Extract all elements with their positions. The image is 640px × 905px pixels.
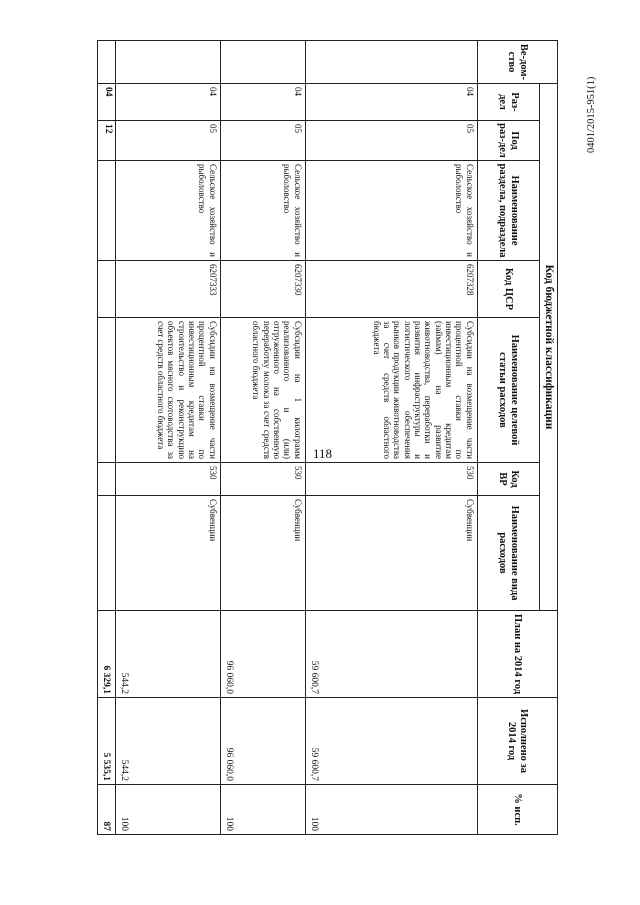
- cell-vedomstvo: [220, 41, 305, 84]
- page-number: 118: [313, 446, 333, 461]
- cell-csr-name: Субсидии на 1 килограмм реализованного и (или) отгруженного на собственную переработку молока за счет средств областного бюджета: [220, 318, 305, 463]
- header-classification: Код бюджетной классификации: [539, 84, 557, 611]
- cell-csr: 6207328: [305, 261, 477, 318]
- cell-csr-name: Субсидии на возмещение части процентной ставки по инвестиционным кредитам на строительство и реконструкцию объектов мясного скотоводства за счет средств областного бюджета: [115, 318, 220, 463]
- cell-vedomstvo: [115, 41, 220, 84]
- cell-podrazdel: 05: [220, 121, 305, 161]
- document-code: 0401/2015-951(1): [586, 76, 597, 154]
- cell-plan: 96 060,0: [220, 611, 305, 698]
- cell-plan: 544,2: [115, 611, 220, 698]
- header-csr-name: Наименование целевой статьи расходов: [477, 318, 539, 463]
- total-razdel-name: [97, 161, 115, 261]
- table-row: [115, 41, 220, 835]
- cell-razdel: 04: [220, 84, 305, 121]
- header-pct: % исп.: [477, 785, 557, 835]
- header-razdel: Раз-дел: [477, 84, 539, 121]
- cell-vr-name: Субвенции: [220, 496, 305, 611]
- table-row: [305, 41, 477, 835]
- cell-razdel-name: Сельское хозяйство и рыболовство: [220, 161, 305, 261]
- cell-vr-name: Субвенции: [115, 496, 220, 611]
- cell-done: 96 060,0: [220, 698, 305, 785]
- header-csr: Код ЦСР: [477, 261, 539, 318]
- header-vedomstvo: Ве-дом-ство: [477, 41, 557, 84]
- cell-pct: 100: [115, 785, 220, 835]
- total-done: 5 535,1: [97, 698, 115, 785]
- cell-csr: 6207333: [115, 261, 220, 318]
- cell-razdel-name: Сельское хозяйство и рыболовство: [305, 161, 477, 261]
- cell-done: 59 600,7: [305, 698, 477, 785]
- cell-vedomstvo: [305, 41, 477, 84]
- cell-podrazdel: 05: [115, 121, 220, 161]
- cell-pct: 100: [220, 785, 305, 835]
- header-razdel-name: Наименование раздела, подраздела: [477, 161, 539, 261]
- table-row: [220, 41, 305, 835]
- budget-table: [97, 40, 558, 835]
- cell-vr: 530: [220, 463, 305, 496]
- cell-razdel-name: Сельское хозяйство и рыболовство: [115, 161, 220, 261]
- total-razdel: 04: [97, 84, 115, 121]
- header-podrazdel: Под раз-дел: [477, 121, 539, 161]
- budget-table-rotated: [100, 40, 558, 834]
- cell-vr: 530: [305, 463, 477, 496]
- cell-razdel: 04: [115, 84, 220, 121]
- total-vr: [97, 463, 115, 496]
- cell-podrazdel: 05: [305, 121, 477, 161]
- cell-csr: 6207330: [220, 261, 305, 318]
- header-done: Исполнено за 2014 год: [477, 698, 557, 785]
- cell-vr-name: Субвенции: [305, 496, 477, 611]
- total-row: [97, 41, 115, 835]
- cell-plan: 59 600,7: [305, 611, 477, 698]
- total-pct: 87: [97, 785, 115, 835]
- total-vedomstvo: [97, 41, 115, 84]
- cell-razdel: 04: [305, 84, 477, 121]
- cell-pct: 100: [305, 785, 477, 835]
- total-plan: 6 329,1: [97, 611, 115, 698]
- cell-csr-name: Субсидии на возмещение части процентной ставки по инвестиционным кредитам (займам) на развитие животноводства, переработки и развития инфраструктуры и логистического обеспечения рынков продукции животноводства за счет средств областного бюджета: [305, 318, 477, 463]
- cell-vr: 530: [115, 463, 220, 496]
- header-row-1: [539, 41, 557, 835]
- header-vr-name: Наименование вида расходов: [477, 496, 539, 611]
- cell-done: 544,2: [115, 698, 220, 785]
- total-vr-name: [97, 496, 115, 611]
- header-vr: Код ВР: [477, 463, 539, 496]
- total-podrazdel: 12: [97, 121, 115, 161]
- total-csr-name: [97, 318, 115, 463]
- total-csr: [97, 261, 115, 318]
- header-plan: План на 2014 год: [477, 611, 557, 698]
